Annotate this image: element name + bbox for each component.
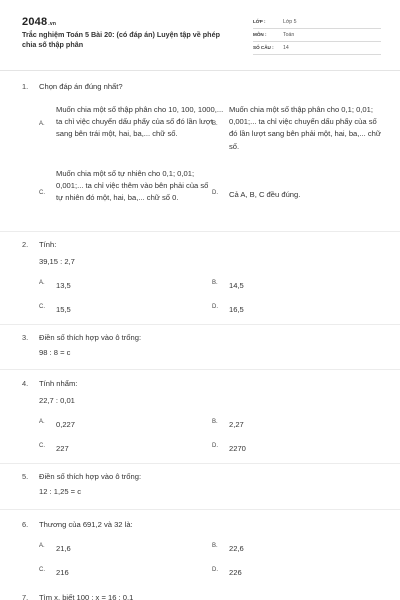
question-number: 2. xyxy=(22,240,29,249)
question-number: 4. xyxy=(22,379,29,388)
question-expression: 39,15 : 2,7 xyxy=(39,257,75,266)
meta-count-value: 14 xyxy=(283,45,289,51)
question-divider xyxy=(0,463,400,464)
option-label: D. xyxy=(212,304,218,310)
option-label: D. xyxy=(212,190,218,196)
question-3 xyxy=(22,333,382,368)
option-label: A. xyxy=(39,280,45,286)
option-text: 15,5 xyxy=(56,305,71,314)
question-text: Tính nhẩm: xyxy=(39,379,78,388)
option-a[interactable] xyxy=(39,419,189,431)
option-b[interactable] xyxy=(212,104,387,156)
option-b[interactable] xyxy=(212,419,362,431)
question-2 xyxy=(22,240,382,325)
meta-class-value: Lớp 5 xyxy=(283,19,297,25)
option-label: B. xyxy=(212,543,218,549)
logo-text: 2048 xyxy=(22,16,48,28)
option-text: Muốn chia một số thập phân cho 10, 100, 1000,... ta chỉ việc chuyển dấu phẩy của số đó lần lượt sang bên trái một, hai, ba,... chữ số. xyxy=(56,105,224,139)
meta-count-row xyxy=(253,42,381,55)
option-label: D. xyxy=(212,567,218,573)
option-b[interactable] xyxy=(212,280,362,292)
option-text: 16,5 xyxy=(229,305,244,314)
option-text: Muốn chia một số thập phân cho 0,1; 0,01; 0,001;... ta chỉ việc chuyển dấu phẩy của số đó lần lượt sang bên phải một, hai, ba,... chữ số. xyxy=(229,105,381,151)
question-divider xyxy=(0,231,400,232)
option-d[interactable] xyxy=(212,304,362,316)
question-6 xyxy=(22,520,382,586)
option-label: B. xyxy=(212,280,218,286)
option-c[interactable] xyxy=(39,304,189,316)
question-4 xyxy=(22,379,382,464)
question-number: 1. xyxy=(22,82,29,91)
meta-subject-row xyxy=(253,29,381,42)
header-divider xyxy=(0,70,400,71)
meta-class-key: LỚP : xyxy=(253,19,266,24)
logo-suffix: .vn xyxy=(48,21,57,27)
option-d[interactable] xyxy=(212,567,362,579)
option-text: 2270 xyxy=(229,444,246,453)
option-text: 2,27 xyxy=(229,420,244,429)
meta-subject-value: Toán xyxy=(283,32,295,38)
option-label: B. xyxy=(212,121,218,127)
question-divider xyxy=(0,324,400,325)
option-label: A. xyxy=(39,543,45,549)
option-d[interactable] xyxy=(212,443,362,455)
option-text: Muốn chia một số tự nhiên cho 0,1; 0,01; 0,001;... ta chỉ việc thêm vào bên phải của số tự nhiên đó một, hai, ba,... chữ số 0. xyxy=(56,169,209,203)
option-label: D. xyxy=(212,443,218,449)
option-text: 216 xyxy=(56,568,69,577)
option-text: Cả A, B, C đều đúng. xyxy=(229,190,301,199)
meta-class-row xyxy=(253,16,381,29)
question-number: 6. xyxy=(22,520,29,529)
meta-subject-key: MÔN : xyxy=(253,32,267,37)
question-expression: 98 : 8 = c xyxy=(39,348,71,357)
option-c[interactable] xyxy=(39,567,189,579)
question-expression: 22,7 : 0,01 xyxy=(39,396,75,405)
question-divider xyxy=(0,509,400,510)
option-label: B. xyxy=(212,419,218,425)
question-text: Điền số thích hợp vào ô trống: xyxy=(39,472,142,481)
option-label: C. xyxy=(39,443,45,449)
question-number: 3. xyxy=(22,333,29,342)
question-text: Tính: xyxy=(39,240,57,249)
document-header xyxy=(0,0,400,70)
option-text: 0,227 xyxy=(56,420,76,429)
question-text: Điền số thích hợp vào ô trống: xyxy=(39,333,142,342)
document-title: Trắc nghiệm Toán 5 Bài 20: (có đáp án) Luyện tập về phép chia số thập phân xyxy=(22,30,220,49)
meta-count-key: SỐ CÂU : xyxy=(253,45,274,50)
option-a[interactable] xyxy=(39,543,189,555)
option-d[interactable] xyxy=(212,168,387,220)
question-number: 7. xyxy=(22,593,29,600)
option-c[interactable] xyxy=(39,168,229,220)
option-label: C. xyxy=(39,190,45,196)
question-text: Tìm x, biết 100 : x = 16 : 0,1 xyxy=(39,593,134,600)
question-text: Chọn đáp án đúng nhất? xyxy=(39,82,123,91)
question-5 xyxy=(22,472,382,507)
option-text: 14,5 xyxy=(229,281,244,290)
question-divider xyxy=(0,369,400,370)
question-number: 5. xyxy=(22,472,29,481)
option-text: 22,6 xyxy=(229,544,244,553)
question-7 xyxy=(22,593,382,600)
option-text: 21,6 xyxy=(56,544,71,553)
option-text: 13,5 xyxy=(56,281,71,290)
question-expression: 12 : 1,25 = c xyxy=(39,487,82,496)
option-a[interactable] xyxy=(39,104,229,156)
option-label: A. xyxy=(39,419,45,425)
site-logo[interactable] xyxy=(22,16,56,28)
option-label: A. xyxy=(39,121,45,127)
option-label: C. xyxy=(39,567,45,573)
question-text: Thương của 691,2 và 32 là: xyxy=(39,520,133,529)
option-c[interactable] xyxy=(39,443,189,455)
option-b[interactable] xyxy=(212,543,362,555)
option-a[interactable] xyxy=(39,280,189,292)
option-label: C. xyxy=(39,304,45,310)
option-text: 227 xyxy=(56,444,69,453)
option-text: 226 xyxy=(229,568,242,577)
question-1 xyxy=(22,82,382,232)
